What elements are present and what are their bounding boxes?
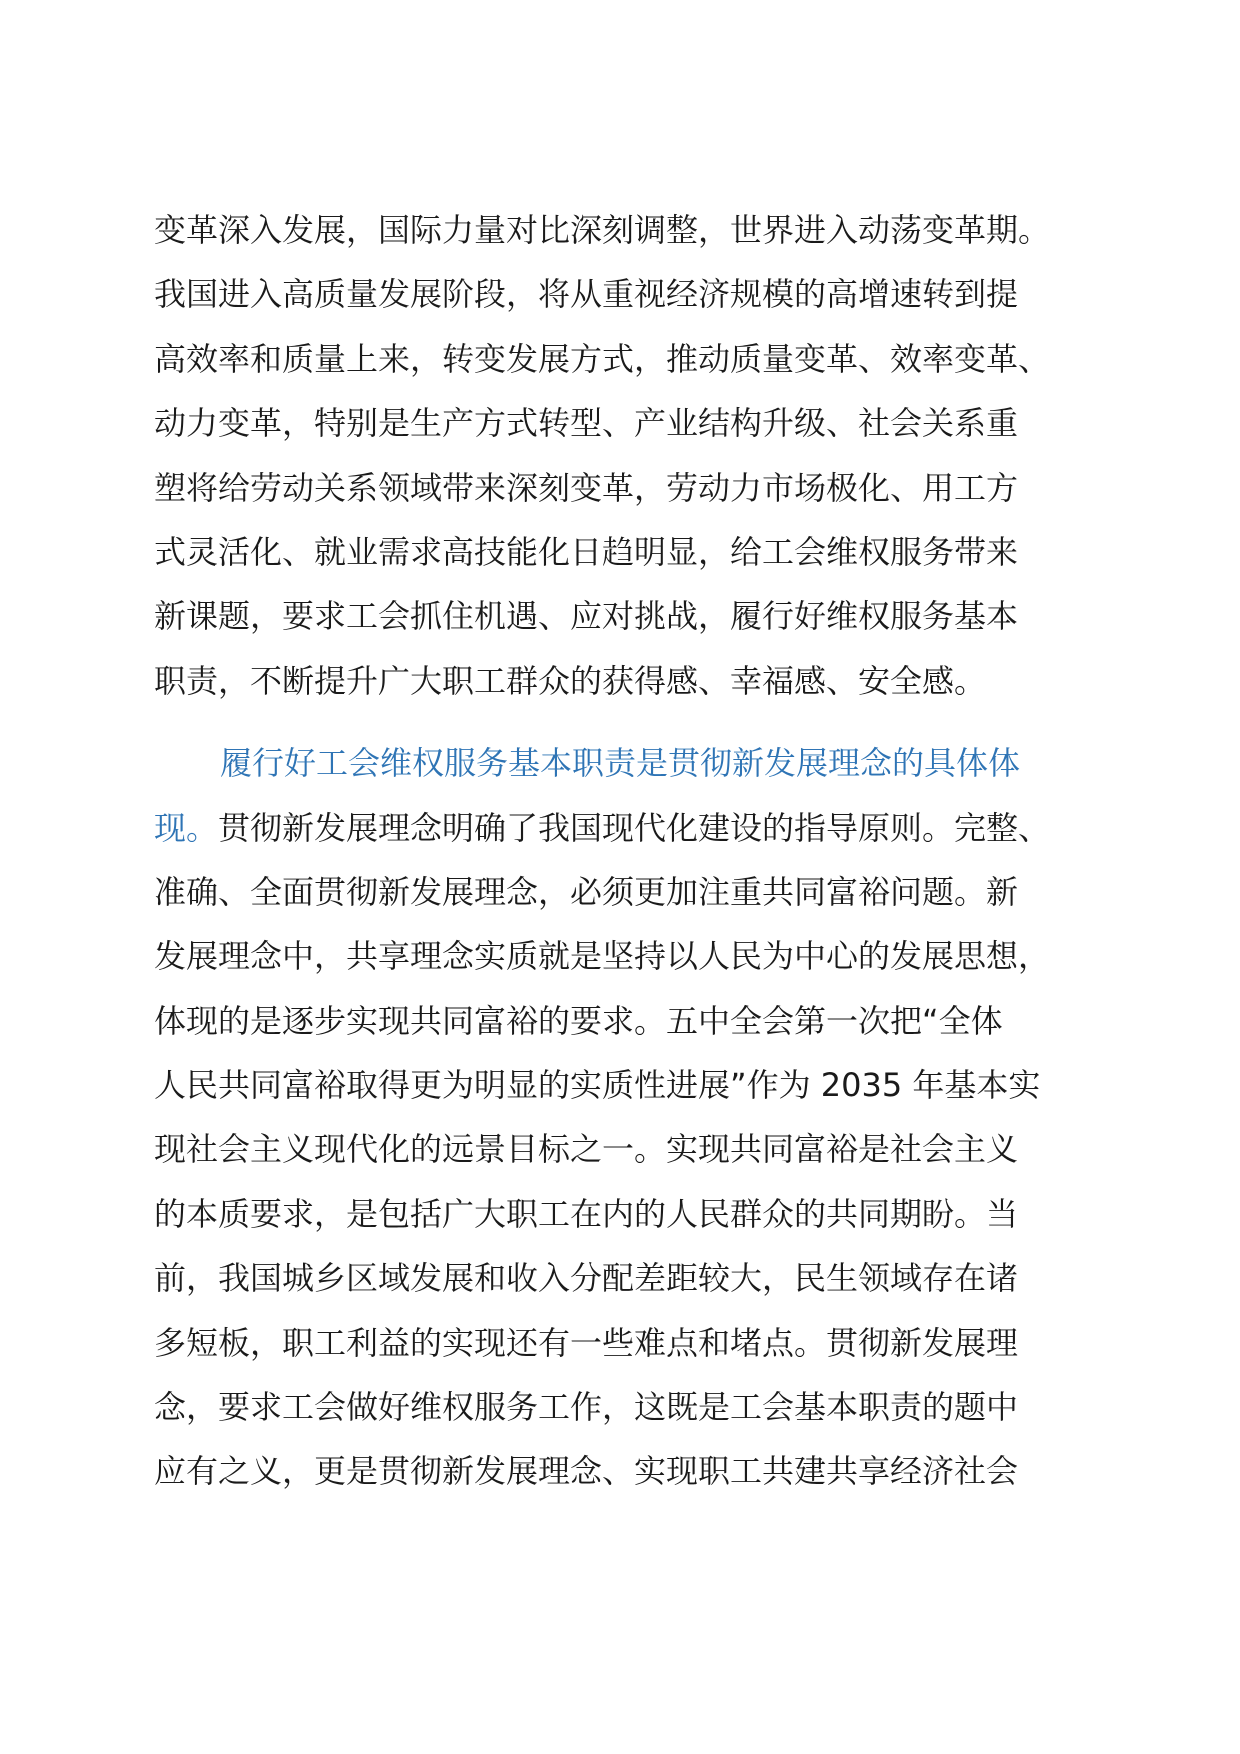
paragraph-line: 念，要求工会做好维权服务工作，这既是工会基本职责的题中 (154, 1388, 1019, 1427)
paragraph-line: 的本质要求，是包括广大职工在内的人民群众的共同期盼。当 (154, 1194, 1019, 1233)
paragraph-1 (154, 198, 1094, 713)
paragraph-line (154, 796, 1094, 860)
section-heading-end: 现。 (154, 808, 219, 847)
paragraph-line: 应有之义，更是贯彻新发展理念、实现职工共建共享经济社会 (154, 1452, 1019, 1491)
paragraph-line: 高效率和质量上来，转变发展方式，推动质量变革、效率变革、 (154, 339, 1051, 378)
paragraph-line: 发展理念中，共享理念实质就是坚持以人民为中心的发展思想， (154, 937, 1051, 976)
paragraph-line: 准确、全面贯彻新发展理念，必须更加注重共同富裕问题。新 (154, 872, 1019, 911)
paragraph-line: 新课题，要求工会抓住机遇、应对挑战，履行好维权服务基本 (154, 597, 1019, 636)
paragraph-line: 前，我国城乡区域发展和收入分配差距较大，民生领域存在诸 (154, 1259, 1019, 1298)
paragraph-line-rest: 贯彻新发展理念明确了我国现代化建设的指导原则。完整、 (218, 808, 1051, 847)
paragraph-line: 变革深入发展，国际力量对比深刻调整，世界进入动荡变革期。 (154, 211, 1051, 249)
section-heading-line: 履行好工会维权服务基本职责是贯彻新发展理念的具体体 (220, 744, 1021, 783)
paragraph-line: 体现的是逐步实现共同富裕的要求。五中全会第一次把“全体 (154, 1001, 1003, 1040)
paragraph-line: 职责，不断提升广大职工群众的获得感、幸福感、安全感。 (154, 661, 987, 700)
paragraph-2 (154, 731, 1094, 1504)
document-body (154, 198, 1094, 1504)
paragraph-spacer (154, 713, 1094, 731)
paragraph-line: 式灵活化、就业需求高技能化日趋明显，给工会维权服务带来 (154, 532, 1019, 571)
paragraph-line: 现社会主义现代化的远景目标之一。实现共同富裕是社会主义 (154, 1130, 1019, 1169)
paragraph-line: 动力变革，特别是生产方式转型、产业结构升级、社会关系重 (154, 404, 1019, 443)
paragraph-line: 我国进入高质量发展阶段，将从重视经济规模的高增速转到提 (154, 275, 1019, 314)
paragraph-line: 人民共同富裕取得更为明显的实质性进展”作为 2035 年基本实 (154, 1066, 1041, 1105)
paragraph-line: 多短板，职工利益的实现还有一些难点和堵点。贯彻新发展理 (154, 1323, 1019, 1362)
paragraph-line: 塑将给劳动关系领域带来深刻变革，劳动力市场极化、用工方 (154, 468, 1019, 507)
